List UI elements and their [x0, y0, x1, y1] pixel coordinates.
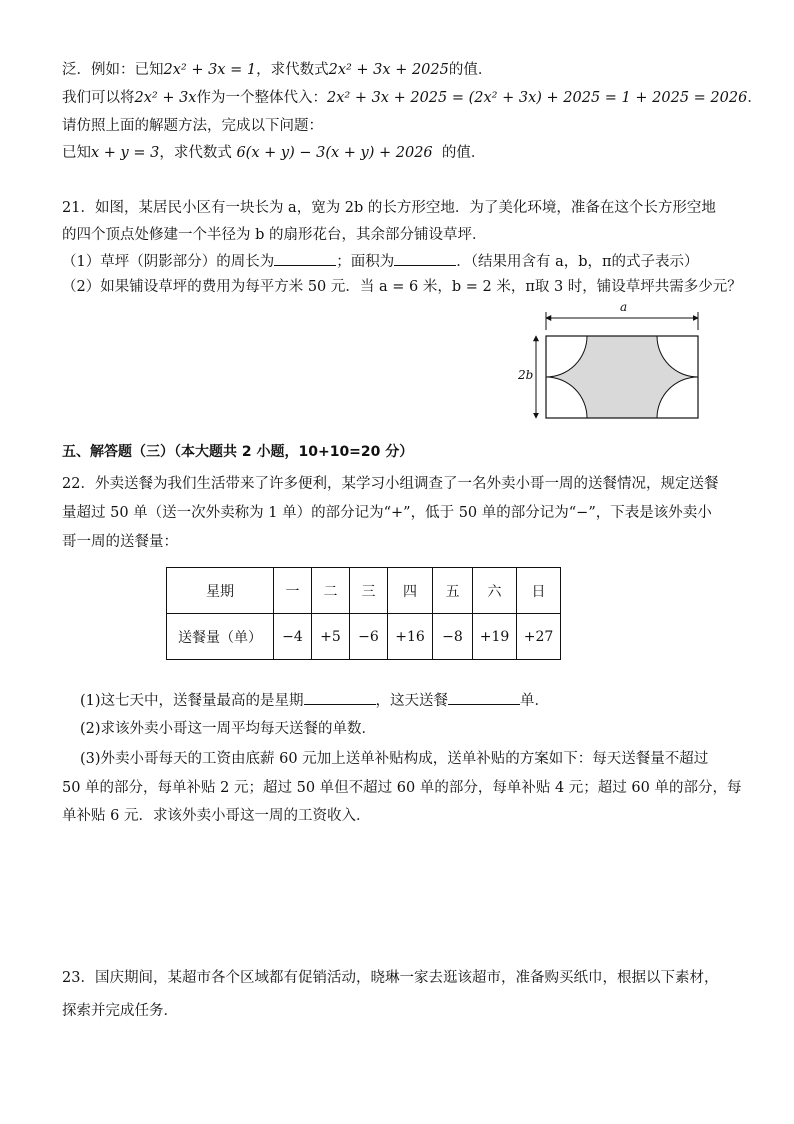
equation: x + y = 3	[91, 145, 160, 161]
table-header-day: 六	[473, 568, 517, 614]
table-row-label: 送餐量（单）	[167, 614, 274, 660]
p22-question3-line1: (3)外卖小哥每天的工资由底薪 60 元加上送单补贴构成，送单补贴的方案如下：每天送餐量不超过	[80, 751, 709, 767]
table-cell: −6	[350, 614, 388, 660]
equation: 2x² + 3x = 1	[163, 62, 257, 78]
answer-blank-area[interactable]	[394, 251, 456, 266]
table-cell: +16	[388, 614, 433, 660]
rectangle-diagram	[512, 306, 734, 424]
p22-line3: 哥一周的送餐量：	[62, 534, 178, 550]
p22-line2: 量超过 50 单（送一次外卖称为 1 单）的部分记为“+”，低于 50 单的部分记为“−”，下表是该外卖小	[62, 505, 712, 521]
p21-line2: 的四个顶点处修建一个半径为 b 的扇形花台，其余部分铺设草坪．	[62, 227, 487, 243]
text: 我们可以将	[62, 90, 135, 106]
text: 的值．	[441, 145, 486, 161]
text: 已知	[62, 145, 91, 161]
table-header-label: 星期	[167, 568, 274, 614]
p20-line2	[62, 88, 762, 108]
p21-line1: 21．如图，某居民小区有一块长为 a，宽为 2b 的长方形空地．为了美化环境，准备在这个长方形空地	[62, 200, 716, 216]
table-header-day: 五	[433, 568, 473, 614]
p22-line1: 22．外卖送餐为我们生活带来了许多便利，某学习小组调查了一名外卖小哥一周的送餐情况，规定送餐	[62, 476, 719, 492]
term: 2x² + 3x	[134, 90, 197, 106]
text: （1）草坪（阴影部分）的周长为	[62, 254, 275, 270]
expression: 6(x + y) − 3(x + y) + 2026	[236, 145, 433, 161]
text: ．（结果用含有 a，b，π的式子表示）	[456, 254, 699, 270]
table-header-day: 二	[312, 568, 350, 614]
table-cell: +19	[473, 614, 517, 660]
text: ；面积为	[336, 254, 395, 270]
text: 作为一个整体代入：	[196, 90, 327, 106]
text: 的值．	[448, 62, 493, 78]
p20-line3: 请仿照上面的解题方法，完成以下问题：	[62, 118, 323, 134]
p23-line1: 23．国庆期间，某超市各个区域都有促销活动，晓琳一家去逛该超市，准备购买纸巾，根据以下素材，	[62, 970, 719, 986]
p21-question1	[62, 251, 699, 272]
text: ，求代数式	[159, 145, 232, 161]
answer-blank-perimeter[interactable]	[274, 251, 336, 266]
p22-question1	[80, 690, 549, 711]
table-cell: +27	[517, 614, 561, 660]
text: 单．	[520, 693, 550, 709]
p21-question2: （2）如果铺设草坪的费用为每平方米 50 元．当 a = 6 米，b = 2 米，π取 3 时，铺设草坪共需多少元？	[62, 279, 742, 295]
expression: 2x² + 3x + 2025	[328, 62, 449, 78]
answer-blank-count[interactable]	[448, 690, 520, 705]
table-cell: −4	[274, 614, 312, 660]
lawn-shaded-region	[546, 336, 698, 418]
table-header-day: 三	[350, 568, 388, 614]
p20-line4	[62, 143, 485, 163]
table-header-day: 四	[388, 568, 433, 614]
rectangle-figure	[512, 300, 734, 424]
p22-question2: (2)求该外卖小哥这一周平均每天送餐的单数．	[80, 721, 377, 737]
table-header-day: 日	[517, 568, 561, 614]
p23-line2: 探索并完成任务．	[62, 1003, 178, 1019]
p20-line1	[62, 60, 492, 80]
section-heading: 五、解答题（三）（本大题共 2 小题，10+10=20 分）	[62, 444, 414, 460]
table-header-day: 一	[274, 568, 312, 614]
equation: 2x² + 3x + 2025 = (2x² + 3x) + 2025 = 1 + 2025 = 2026	[327, 90, 748, 106]
text: (1)这七天中，送餐量最高的是星期	[80, 693, 304, 709]
text: ，求代数式	[256, 62, 329, 78]
text: 泛．例如：已知	[62, 62, 164, 78]
p22-question3-line2: 50 单的部分，每单补贴 2 元；超过 50 单但不超过 60 单的部分，每单补贴 4 元；超过 60 单的部分，每	[62, 780, 742, 796]
table-cell: +5	[312, 614, 350, 660]
text: ．	[747, 90, 762, 106]
table-cell: −8	[433, 614, 473, 660]
p22-question3-line3: 单补贴 6 元．求该外卖小哥这一周的工资收入．	[62, 808, 371, 824]
table-header-row	[167, 568, 561, 614]
label-a: a	[620, 300, 628, 314]
text: ，这天送餐	[375, 693, 449, 709]
delivery-table	[166, 567, 561, 660]
label-2b: 2b	[518, 368, 534, 382]
table-row	[167, 614, 561, 660]
answer-blank-day[interactable]	[304, 690, 376, 705]
